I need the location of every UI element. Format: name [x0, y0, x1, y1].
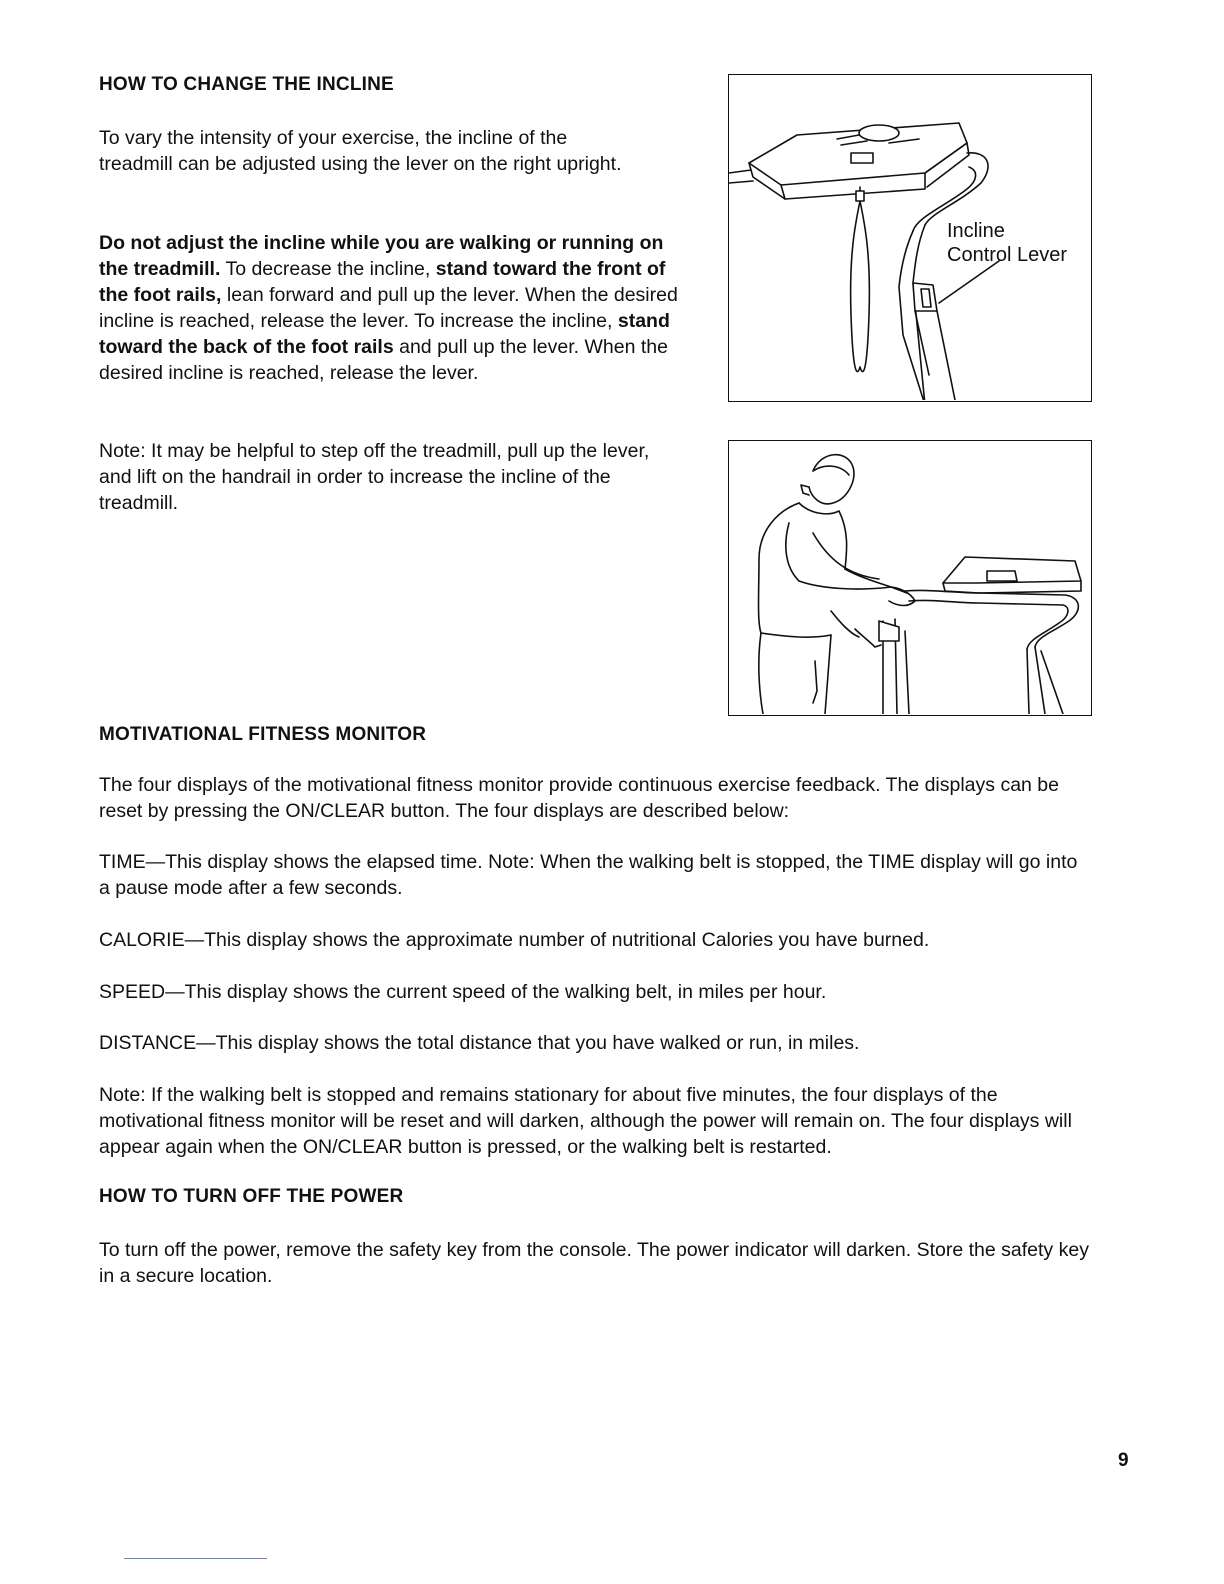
label-control-lever: Control Lever: [947, 244, 1068, 266]
instr-text-3: and pull up the lever. When the desired incline is reached, release the lever.: [99, 336, 668, 384]
monitor-intro: The four displays of the motivational fitness monitor provide continuous exercise feedback. The displays can be reset by pressing the ON/CLEAR button. The four displays are described below:: [99, 774, 1059, 822]
instr-text-2: lean forward and pull up the lever. When the desired incline is reached, release the lever. To increase the incline,: [99, 284, 678, 332]
incline-intro: To vary the intensity of your exercise, the incline of the treadmill can be adjusted using the lever on the right upright.: [99, 127, 622, 175]
time-description: TIME—This display shows the elapsed time. Note: When the walking belt is stopped, the TIME display will go into a pause mode after a few seconds.: [99, 851, 1078, 899]
figure-incline-lever: [728, 74, 1092, 402]
incline-lever-illustration: [729, 75, 1090, 400]
heading-turn-off-power: HOW TO TURN OFF THE POWER: [99, 1186, 404, 1207]
person-lifting-illustration: [729, 441, 1090, 714]
power-off-instructions: To turn off the power, remove the safety key from the console. The power indicator will darken. Store the safety key in a secure location.: [99, 1239, 1089, 1287]
back-rails-bold: stand toward the back of the foot rails: [99, 310, 670, 358]
footer-rule: [124, 1558, 267, 1559]
page-number: 9: [1118, 1450, 1129, 1471]
heading-change-incline: HOW TO CHANGE THE INCLINE: [99, 74, 394, 95]
speed-description: SPEED—This display shows the current speed of the walking belt, in miles per hour.: [99, 981, 827, 1003]
figure-person-lifting-handrail: [728, 440, 1092, 716]
warning-bold: Do not adjust the incline while you are walking or running on the treadmill.: [99, 232, 664, 280]
incline-instructions: [99, 230, 684, 386]
calorie-description: CALORIE—This display shows the approximate number of nutritional Calories you have burned.: [99, 929, 930, 951]
monitor-note: Note: If the walking belt is stopped and remains stationary for about five minutes, the four displays of the motivational fitness monitor will be reset and will darken, although the power will remain on. The four displays will appear again when the ON/CLEAR button is pressed, or the walking belt is restarted.: [99, 1084, 1072, 1158]
instr-text-1: To decrease the incline,: [220, 258, 436, 280]
front-rails-bold: stand toward the front of the foot rails,: [99, 258, 666, 306]
distance-description: DISTANCE—This display shows the total distance that you have walked or run, in miles.: [99, 1032, 860, 1054]
incline-note: Note: It may be helpful to step off the treadmill, pull up the lever, and lift on the handrail in order to increase the incline of the treadmill.: [99, 440, 650, 514]
heading-fitness-monitor: MOTIVATIONAL FITNESS MONITOR: [99, 724, 427, 745]
label-incline: Incline: [947, 220, 1005, 242]
